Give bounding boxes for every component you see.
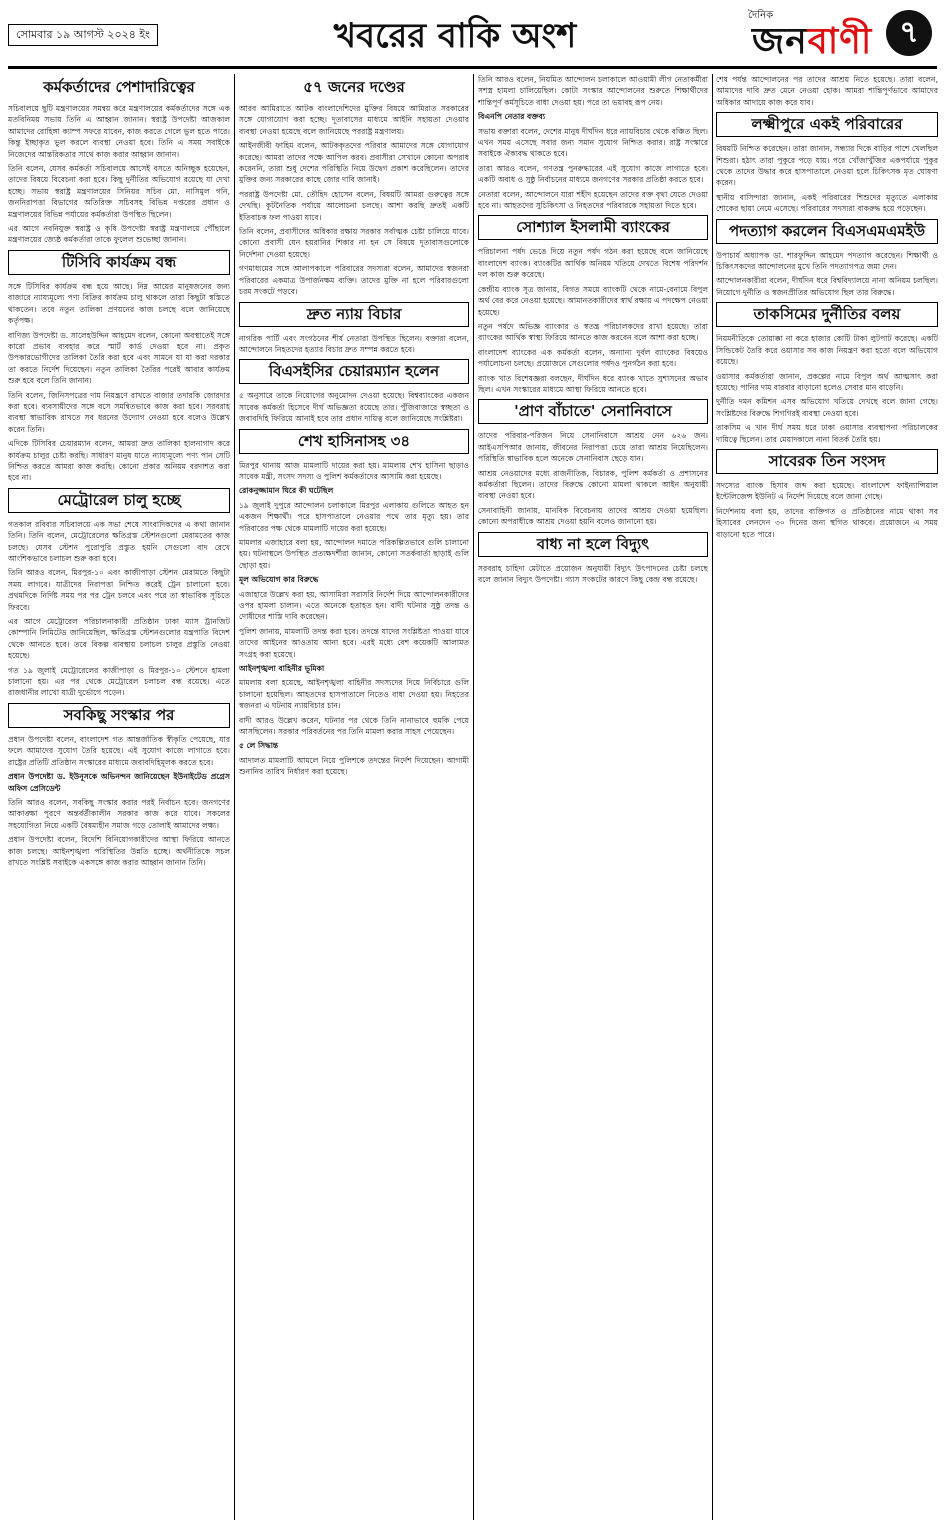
article-heading: দ্রুত ন্যায় বিচার	[239, 302, 469, 327]
article-text: তারা আরও বলেন, গণতন্ত্র পুনরুদ্ধারের এই সুযোগ কাজে লাগাতে হবে। একটি অবাধ ও সুষ্ঠু নির্বাচনের মাধ্যমে জনগণের সরকার প্রতিষ্ঠা করতে হবে।	[478, 163, 708, 185]
column-2	[239, 74, 469, 1520]
article-text: মামলার এজাহারে বলা হয়, আন্দোলন দমাতে পরিকল্পিতভাবে গুলি চালানো হয়। ঘটনাস্থলে উপস্থিত প্রত্যক্ষদর্শীরা জানান, কোনো সতর্কবার্তা ছাড়াই গুলি ছোড়া হয়।	[239, 537, 469, 570]
article-heading: 'প্রাণ বাঁচাতে' সেনানিবাসে	[478, 399, 708, 424]
article-text: শেষ পর্যন্ত আন্দোলনের পর তাদের আশ্রয় নিতে হয়েছে। তারা বলেন, আমাদের দাবি দ্রুত মেনে নেওয়া হোক। আমরা শান্তিপূর্ণভাবে আমাদের অধিকার আদায়ে কাজ করে যাব।	[716, 75, 938, 107]
article-text: বাংলাদেশ ব্যাংকের এক কর্মকর্তা বলেন, অন্যান্য দুর্বল ব্যাংকের বিষয়েও পর্যালোচনা চলছে। প্রয়োজনে সেগুলোর পর্ষদও পুনর্গঠন করা হবে।	[478, 347, 708, 369]
article-text: বাদী আরও উল্লেখ করেন, ঘটনার পর থেকে তিনি নানাভাবে হুমকি পেয়ে আসছিলেন। সরকার পরিবর্তনের পর তিনি মামলা করার সাহস পেয়েছেন।	[239, 715, 469, 737]
article-text: আরব আমিরাতে আটক বাংলাদেশিদের মুক্তির বিষয়ে আমিরাত সরকারের সঙ্গে যোগাযোগ করা হচ্ছে। দূতাবাসের মাধ্যমে আইনি সহায়তা দেওয়ার ব্যবস্থা নেওয়া হয়েছে বলে জানিয়েছে পররাষ্ট্র মন্ত্রণালয়।	[239, 104, 469, 136]
article-text: নেতারা বলেন, আন্দোলনে যারা শহীদ হয়েছেন তাদের রক্ত বৃথা যেতে দেওয়া হবে না। আহতদের সুচিকিৎসা ও নিহতদের পরিবারকে সহায়তা দিতে হবে।	[478, 189, 708, 211]
article-text: মিরপুর থানায় আজ মামলাটি দায়ের করা হয়। মামলায় শেখ হাসিনা ছাড়াও সাবেক মন্ত্রী, সংসদ সদস্য ও পুলিশ কর্মকর্তাদের আসামি করা হয়েছে।	[239, 460, 469, 481]
article-text: তিনি আরও বলেন, মিরপুর-১০ এবং কাজীপাড়া স্টেশন মেরামতে কিছুটা সময় লাগবে। যাত্রীদের নিরাপত্তা নিশ্চিত করেই ট্রেন চালানো হবে। প্রথমদিকে নির্দিষ্ট সময় পর পর ট্রেন চলবে এবং পরে তা স্বাভাবিক সূচিতে ফিরবে।	[8, 568, 230, 612]
article-text: আইনজীবী ফাহিম বলেন, আটককৃতদের পরিবার আমাদের সঙ্গে যোগাযোগ করেছে। আমরা তাদের পক্ষে আপিল করব। প্রবাসীরা সেখানে কোনো অপরাধ করেননি, তারা শুধু দেশের পরিস্থিতি নিয়ে উদ্বেগ প্রকাশ করেছিলেন। তাদের মুক্তির জন্য সরকারের কাছে জোর দাবি জানাই।	[239, 141, 469, 185]
article-text: তিনি বলেন, প্রবাসীদের অধিকার রক্ষায় সরকার সর্বাত্মক চেষ্টা চালিয়ে যাবে। কোনো প্রবাসী যেন হয়রানির শিকার না হন সে বিষয়ে দূতাবাসগুলোকে নির্দেশনা দেওয়া হয়েছে।	[239, 227, 469, 259]
article-text: প্রধান উপদেষ্টা বলেন, বিদেশি বিনিয়োগকারীদের আস্থা ফিরিয়ে আনতে কাজ চলছে। আইনশৃঙ্খলা পরিস্থিতির উন্নতি হচ্ছে। অর্থনীতিকে সচল রাখতে সংশ্লিষ্ট সবাইকে একসঙ্গে কাজ করার আহ্বান জানান তিনি।	[8, 835, 230, 867]
article-text: সঙ্গে টিসিবির কার্যক্রম বন্ধ হয়ে আছে। নিম্ন আয়ের মানুষজনের জন্য বাজারে ন্যায্যমূল্যে পণ্য বিক্রির কার্যক্রম চালু থাকলে তারা কিছুটা স্বস্তিতে থাকতেন। তবে নতুন তালিকা প্রণয়নের কাজ চলছে বলে জানিয়েছে কর্তৃপক্ষ।	[8, 281, 230, 326]
article-text: নতুন পর্ষদে অভিজ্ঞ ব্যাংকার ও স্বতন্ত্র পরিচালকদের রাখা হয়েছে। তারা ব্যাংকের আর্থিক স্বাস্থ্য ফিরিয়ে আনতে কাজ করবেন বলে আশা করা হচ্ছে।	[478, 321, 708, 343]
article-heading: মেট্রোরেল চালু হচ্ছে	[8, 488, 230, 513]
article-subheading: বিএনপি নেতার বক্তব্য	[478, 112, 546, 122]
article-heading: সাবেরক তিন সংসদ	[716, 449, 938, 474]
article-text: তিনি আরও বলেন, নিয়মিত আন্দোলন চলাকালে আওয়ামী লীগ নেতাকর্মীরা সশস্ত্র হামলা চালিয়েছিল। কোটা সংস্কার আন্দোলনের শুরুতে শিক্ষার্থীদের শান্তিপূর্ণ কর্মসূচিতে বাধা দেওয়া হয়। পরে তা ভয়াবহ রূপ নেয়।	[478, 75, 708, 107]
logo-name-part-1: জন	[752, 21, 808, 62]
article-text: নির্দেশনায় বলা হয়, তাদের ব্যক্তিগত ও প্রতিষ্ঠানের নামে থাকা সব হিসাবের লেনদেন ৩০ দিনের জন্য স্থগিত থাকবে। প্রয়োজনে এ সময় বাড়ানো হতে পারে।	[716, 506, 938, 539]
logo-prefix: দৈনিক	[748, 10, 774, 21]
column-divider	[234, 74, 235, 1520]
article-text: এজাহারে উল্লেখ করা হয়, আসামিরা সরাসরি নির্দেশ দিয়ে আন্দোলনকারীদের ওপর হামলা চালান। এতে অনেকে হতাহত হন। বাদী ঘটনার সুষ্ঠু তদন্ত ও দোষীদের শাস্তি দাবি করেছেন।	[239, 589, 469, 622]
article-text: স্থানীয় বাসিন্দারা জানান, একই পরিবারের শিশুদের মৃত্যুতে এলাকায় শোকের ছায়া নেমে এসেছে। পরিবারের সদস্যরা বাকরুদ্ধ হয়ে পড়েছেন।	[716, 192, 938, 214]
logo-name-part-2: বাণী	[807, 21, 873, 62]
article-text: আদালত মামলাটি আমলে নিয়ে পুলিশকে তদন্তের নির্দেশ দিয়েছেন। আগামী শুনানির তারিখ নির্ধারণ করা হয়েছে।	[239, 755, 469, 777]
article-text: সচিবালয়ে ছুটি মন্ত্রণালয়ের সমন্বয় করে মন্ত্রণালয়ের কর্মকর্তাদের সঙ্গে এক মতবিনিময় সভায় তিনি এ আহ্বান জানান। স্বরাষ্ট্র উপদেষ্টা আজকাল আমাদের রোহিঙ্গা ক্যাম্প সফরে যাবেন, কাজ করতে গেলে ভুল হতে পারে। কিন্তু ইচ্ছাকৃত ভুল করলে ব্যবস্থা নেওয়া হবে। তিনি এ সময় সবাইকে নিজেদের আন্তরিকতার সাথে কাজ করার আহ্বান জানান।	[8, 104, 230, 159]
article-text: পরিচালনা পর্ষদ ভেঙে দিয়ে নতুন পর্ষদ গঠন করা হয়েছে বলে জানিয়েছে বাংলাদেশ ব্যাংক। ব্যাংকটির আর্থিক অনিয়ম খতিয়ে দেখতে বিশেষ পরিদর্শন দল কাজ শুরু করেছে।	[478, 247, 708, 280]
article-text: এর আগে মেট্রোরেল পরিচালনাকারী প্রতিষ্ঠান ঢাকা ম্যাস ট্রানজিট কোম্পানি লিমিটেড জানিয়েছিল, ক্ষতিগ্রস্ত স্টেশনগুলোর যন্ত্রপাতি বিদেশ থেকে আনতে হবে। তবে বিকল্প ব্যবস্থায় চলাচল চালুর প্রস্তুতি নেওয়া হয়েছে।	[8, 617, 230, 661]
article-heading: বিএসইসির চেয়ারম্যান হলেন	[239, 359, 469, 384]
article-subheading: ৫ লে সিদ্ধান্ত	[239, 741, 279, 751]
page-number: ৭	[886, 10, 932, 56]
article-text: তিনি আরও বলেন, সবকিছু সংস্কার করার পরই নির্বাচন হবে। জনগণের আকাঙ্ক্ষা পূরণে অন্তর্বর্তীকালীন সরকার কাজ করে যাবে। সকলের সহযোগিতা নিয়ে একটি বৈষম্যহীন সমাজ গড়ে তোলাই আমাদের লক্ষ্য।	[8, 797, 230, 830]
article-heading: সবকিছু সংস্কার পর	[8, 703, 230, 728]
article-text: তাদের পরিবার-পরিজন নিয়ে সেনানিবাসে আশ্রয় নেন ৬২৬ জন। আইএসপিআর জানায়, জীবনের নিরাপত্তা চেয়ে তারা আশ্রয় নিয়েছিলেন। পরিস্থিতি স্বাভাবিক হলে অনেকে সেনানিবাস ছেড়ে যান।	[478, 431, 708, 464]
article-text: আশ্রয় নেওয়াদের মধ্যে রাজনীতিক, বিচারক, পুলিশ কর্মকর্তা ও প্রশাসনের কর্মকর্তারা ছিলেন। তাদের বিরুদ্ধে কোনো মামলা থাকলে আইন অনুযায়ী ব্যবস্থা নেওয়া হবে।	[478, 468, 708, 501]
newspaper-logo	[744, 8, 934, 60]
article-subheading: আইনশৃঙ্খলা বাহিনীর ভূমিকা	[239, 664, 325, 674]
article-text: নাগরিক পার্টি এবং সংগঠনের শীর্ষ নেতারা উপস্থিত ছিলেন। বক্তারা বলেন, আন্দোলনে নিহতদের হত্যার বিচার দ্রুত সম্পন্ন করতে হবে।	[239, 333, 469, 354]
article-text: গতকাল রবিবার সচিবালয়ে এক সভা শেষে সাংবাদিকদের এ কথা জানান তিনি। তিনি বলেন, মেট্রোরেলের ক্ষতিগ্রস্ত স্টেশনগুলো মেরামতের কাজ চলছে। যেসব স্টেশন পুরোপুরি প্রস্তুত হয়নি সেগুলো বাদ রেখে আংশিকভাবে চলাচল শুরু করা হবে।	[8, 519, 230, 563]
article-subheading: রোকনুজ্জামান ঘিরে কী ঘটেছিল	[239, 486, 334, 496]
article-text: ১৯ জুলাই দুপুরে আন্দোলন চলাকালে মিরপুর এলাকায় গুলিতে আহত হন একজন শিক্ষার্থী। পরে হাসপাতালে নেওয়ার পথে তার মৃত্যু হয়। তার পরিবারের পক্ষ থেকে মামলাটি দায়ের করা হয়েছে।	[239, 500, 469, 533]
article-text: আন্দোলনকারীরা বলেন, দীর্ঘদিন ধরে বিশ্ববিদ্যালয়ে নানা অনিয়ম চলছিল। নিয়োগে দুর্নীতি ও স্বজনপ্রীতির অভিযোগ ছিল তার বিরুদ্ধে।	[716, 276, 938, 297]
article-heading: সোশ্যাল ইসলামী ব্যাংকের	[478, 215, 708, 240]
article-text: এর আগে নবনিযুক্ত স্বরাষ্ট্র ও কৃষি উপদেষ্টা স্বরাষ্ট্র মন্ত্রণালয়ে পৌঁছালে মন্ত্রণালয়ের জ্যেষ্ঠ কর্মকর্তারা তাকে ফুলেল শুভেচ্ছা জানান।	[8, 224, 230, 245]
article-text: তিনি বলেন, যেসব কর্মকর্তা সচিবালয়ে আসেই বসতে অনিচ্ছুক হয়েছেন, তাদের বিষয়ে বিবেচনা করা হবে। কিছু দুর্নীতির অভিযোগ রয়েছে যা দেখা হচ্ছে। সভায় স্বরাষ্ট্র মন্ত্রণালয়ের সিনিয়র সচিব মো. নাসিমুল গনি, জননিরাপত্তা বিভাগের অতিরিক্ত সচিবসহ বিভিন্ন দপ্তরের প্রধান ও মন্ত্রণালয়ের বিভিন্ন পর্যায়ের কর্মকর্তারা উপস্থিত ছিলেন।	[8, 164, 230, 219]
article-heading: কর্মকর্তাদের পেশাদারিত্বের	[43, 78, 195, 96]
article-heading: শেখ হাসিনাসহ ৩৪	[239, 429, 469, 454]
article-heading: বাধ্য না হলে বিদ্যুৎ	[478, 532, 708, 557]
article-text: দুর্নীতি দমন কমিশন এসব অভিযোগ খতিয়ে দেখছে বলে জানা গেছে। সংশ্লিষ্টদের বিরুদ্ধে শিগগিরই ব্যবস্থা নেওয়া হবে।	[716, 397, 938, 418]
article-text: মামলায় বলা হয়েছে, আইনশৃঙ্খলা বাহিনীর সদস্যদের দিয়ে নির্বিচারে গুলি চালানো হয়েছিল। আহতদের হাসপাতালে নিতেও বাধা দেওয়া হয়। নিহতের স্বজনরা এ ঘটনায় ন্যায়বিচার চান।	[239, 678, 469, 711]
article-heading: পদত্যাগ করলেন বিএসএমএমইউ	[716, 219, 938, 244]
article-heading: লক্ষ্মীপুরে একই পরিবারের	[716, 112, 938, 137]
article-text: কেন্দ্রীয় ব্যাংক সূত্র জানায়, বিগত সময়ে ব্যাংকটি থেকে নামে-বেনামে বিপুল অর্থ বের করে নেওয়া হয়েছে। আমানতকারীদের স্বার্থ রক্ষায় এ পদক্ষেপ নেওয়া হয়েছে।	[478, 284, 708, 317]
column-3	[478, 74, 708, 1520]
article-text: এদিকে টিসিবির চেয়ারম্যান বলেন, আমরা দ্রুত তালিকা হালনাগাদ করে কার্যক্রম চালুর চেষ্টা করছি। সাধারণ মানুষ যাতে ন্যায্যমূল্যে পণ্য পান সেটি নিশ্চিত করতে আমরা কাজ করছি। কোনো প্রকার অনিয়ম বরদাশত করা হবে না।	[8, 439, 230, 483]
article-text: উপাচার্য অধ্যাপক ডা. শারফুদ্দিন আহমেদ পদত্যাগ করেছেন। শিক্ষার্থী ও চিকিৎসকদের আন্দোলনের মুখে তিনি পদত্যাগপত্র জমা দেন।	[716, 250, 938, 272]
article-text: নিয়মনীতিকে তোয়াক্কা না করে হাজার কোটি টাকা লুটপাট করেছে। একটি সিন্ডিকেট তৈরি করে ওয়াসার সব কাজ নিয়ন্ত্রণ করা হতো বলে অভিযোগ রয়েছে।	[716, 334, 938, 367]
article-text: পুলিশ জানায়, মামলাটি তদন্ত করা হবে। তদন্তে যাদের সংশ্লিষ্টতা পাওয়া যাবে তাদের আইনের আওতায় আনা হবে। এরই মধ্যে বেশ কয়েকটি আলামত সংগ্রহ করা হয়েছে।	[239, 626, 469, 659]
article-text: তাকসিম এ খান দীর্ঘ সময় ধরে ঢাকা ওয়াসার ব্যবস্থাপনা পরিচালকের দায়িত্বে ছিলেন। তার মেয়াদকালে নানা বিতর্ক তৈরি হয়।	[716, 423, 938, 444]
article-text: গত ১৯ জুলাই মেট্রোরেলের কাজীপাড়া ও মিরপুর-১০ স্টেশনে হামলা চালানো হয়। এর পর থেকে মেট্রোরেল চলাচল বন্ধ রয়েছে। এতে রাজধানীর লাখো যাত্রী দুর্ভোগে পড়েন।	[8, 665, 230, 698]
column-divider	[712, 74, 713, 1520]
issue-date: সোমবার ১৯ আগস্ট ২০২৪ ইং	[8, 24, 158, 46]
article-text: ৫ অনুসারে তাকে নিয়োগের অনুমোদন দেওয়া হয়েছে। বিশ্বব্যাংকের একজন সাবেক কর্মকর্তা হিসেবে দীর্ঘ অভিজ্ঞতা রয়েছে তার। পুঁজিবাজারে স্বচ্ছতা ও জবাবদিহি ফিরিয়ে আনাই হবে তার প্রধান দায়িত্ব বলে জানিয়েছে সংশ্লিষ্টরা।	[239, 391, 469, 424]
header-rule	[8, 66, 937, 69]
article-text: বাণিজ্য উপদেষ্টা ড. সালেহউদ্দিন আহমেদ বলেন, কোনো অবস্থাতেই সঙ্গে কারো প্রভাব ব্যবহার করে স্মার্ট কার্ড দেওয়া হবে না। প্রকৃত উপকারভোগীদের তালিকা তৈরি করা হবে এবং সামনে যা যা করা দরকার তা করতে নির্দেশ দিয়েছেন। নতুন তালিকা তৈরির পরেই আবার কার্যক্রম শুরু হবে বলে তিনি জানান।	[8, 330, 230, 386]
article-subheading: প্রধান উপদেষ্টা ড. ইউনূসকে অভিনন্দন জানিয়েছেন ইউনাইটেড প্রগ্রেস অফিস প্রেসিডেন্ট	[8, 772, 230, 793]
article-heading: তাকসিমের দুর্নীতির বলয়	[716, 302, 938, 327]
article-heading: টিসিবি কার্যক্রম বন্ধ	[8, 250, 230, 275]
article-text: গণমাধ্যমের সঙ্গে আলাপকালে পরিবারের সদস্যরা বলেন, আমাদের স্বজনরা পরিবারের একমাত্র উপার্জনক্ষম ব্যক্তি। তাদের মুক্তি না হলে পরিবারগুলো চরম সংকটে পড়বে।	[239, 264, 469, 297]
article-subheading: মূল অভিযোগ কার বিরুদ্ধে	[239, 575, 319, 585]
article-text: সদস্যের ব্যাংক হিসাব জব্দ করা হয়েছে। বাংলাদেশ ফাইন্যান্সিয়াল ইন্টেলিজেন্স ইউনিট এ নির্দেশ দিয়েছে বলে জানা গেছে।	[716, 480, 938, 502]
column-1	[8, 74, 230, 1520]
article-text: পররাষ্ট্র উপদেষ্টা মো. তৌহিদ হোসেন বলেন, বিষয়টি আমরা গুরুত্বের সঙ্গে দেখছি। কূটনৈতিক পর্যায়ে আলোচনা চলছে। আশা করছি দ্রুতই একটি ইতিবাচক ফল পাওয়া যাবে।	[239, 189, 469, 222]
article-text: সেনাবাহিনী জানায়, মানবিক বিবেচনায় তাদের আশ্রয় দেওয়া হয়েছিল। কোনো অপরাধীকে আশ্রয় দেওয়া হয়নি বলেও জানানো হয়।	[478, 505, 708, 527]
article-text: ওয়াসার কর্মকর্তারা জানান, প্রকল্পের নামে বিপুল অর্থ আত্মসাৎ করা হয়েছে। পানির দাম বারবার বাড়ানো হলেও সেবার মান বাড়েনি।	[716, 371, 938, 392]
column-divider	[473, 74, 474, 1520]
column-4	[716, 74, 938, 1520]
article-text: সভায় বক্তারা বলেন, দেশের মানুষ দীর্ঘদিন ধরে ন্যায়বিচার থেকে বঞ্চিত ছিল। এখন সময় এসেছে সবার জন্য সমান সুযোগ নিশ্চিত করার। রাষ্ট্র সংস্কারে সবাইকে ঐক্যবদ্ধ থাকতে হবে।	[478, 126, 708, 159]
article-text: বিষয়টি নিশ্চিত করেছেন। তারা জানান, সন্ধ্যার দিকে বাড়ির পাশে খেলছিল শিশুরা। হঠাৎ তারা পুকুরে পড়ে যায়। পরে খোঁজাখুঁজির একপর্যায়ে পুকুর থেকে তাদের উদ্ধার করে হাসপাতালে নেওয়া হলে চিকিৎসক মৃত ঘোষণা করেন।	[716, 144, 938, 188]
article-text: প্রধান উপদেষ্টা বলেন, বাংলাদেশ গত আন্তর্জাতিক স্বীকৃতি পেয়েছে, যার ফলে আমাদের সুযোগ তৈরি হয়েছে। এই সুযোগ কাজে লাগাতে হবে। রাষ্ট্রের প্রতিটি প্রতিষ্ঠান সংস্কারের মাধ্যমে জবাবদিহিমূলক করতে হবে।	[8, 734, 230, 767]
article-text: সরবরাহ চাহিদা মেটাতে প্রয়োজন অনুযায়ী বিদ্যুৎ উৎপাদনের চেষ্টা চলছে বলে জানান বিদ্যুৎ উপদেষ্টা। গ্যাস সংকটের কারণে কিছু কেন্দ্র বন্ধ রয়েছে।	[478, 563, 708, 584]
section-title: খবরের বাকি অংশ	[333, 16, 577, 56]
article-text: ব্যাংক খাত বিশেষজ্ঞরা বলছেন, দীর্ঘদিন ধরে ব্যাংক খাতে সুশাসনের অভাব ছিল। এখন সংস্কারের মাধ্যমে আস্থা ফিরিয়ে আনতে হবে।	[478, 373, 708, 394]
article-text: তিনি বলেন, জিনিসপত্রের দাম নিয়ন্ত্রণে রাখতে বাজার তদারকি জোরদার করা হবে। ব্যবসায়ীদের সঙ্গে বসে সমন্বিতভাবে কাজ করা হবে। সরবরাহ ব্যবস্থা স্বাভাবিক রাখতে সব ধরনের উদ্যোগ নেওয়া হবে বলেও উল্লেখ করেন তিনি।	[8, 390, 230, 434]
article-heading: ৫৭ জনের দণ্ডের	[303, 78, 405, 96]
logo-name	[752, 14, 872, 74]
